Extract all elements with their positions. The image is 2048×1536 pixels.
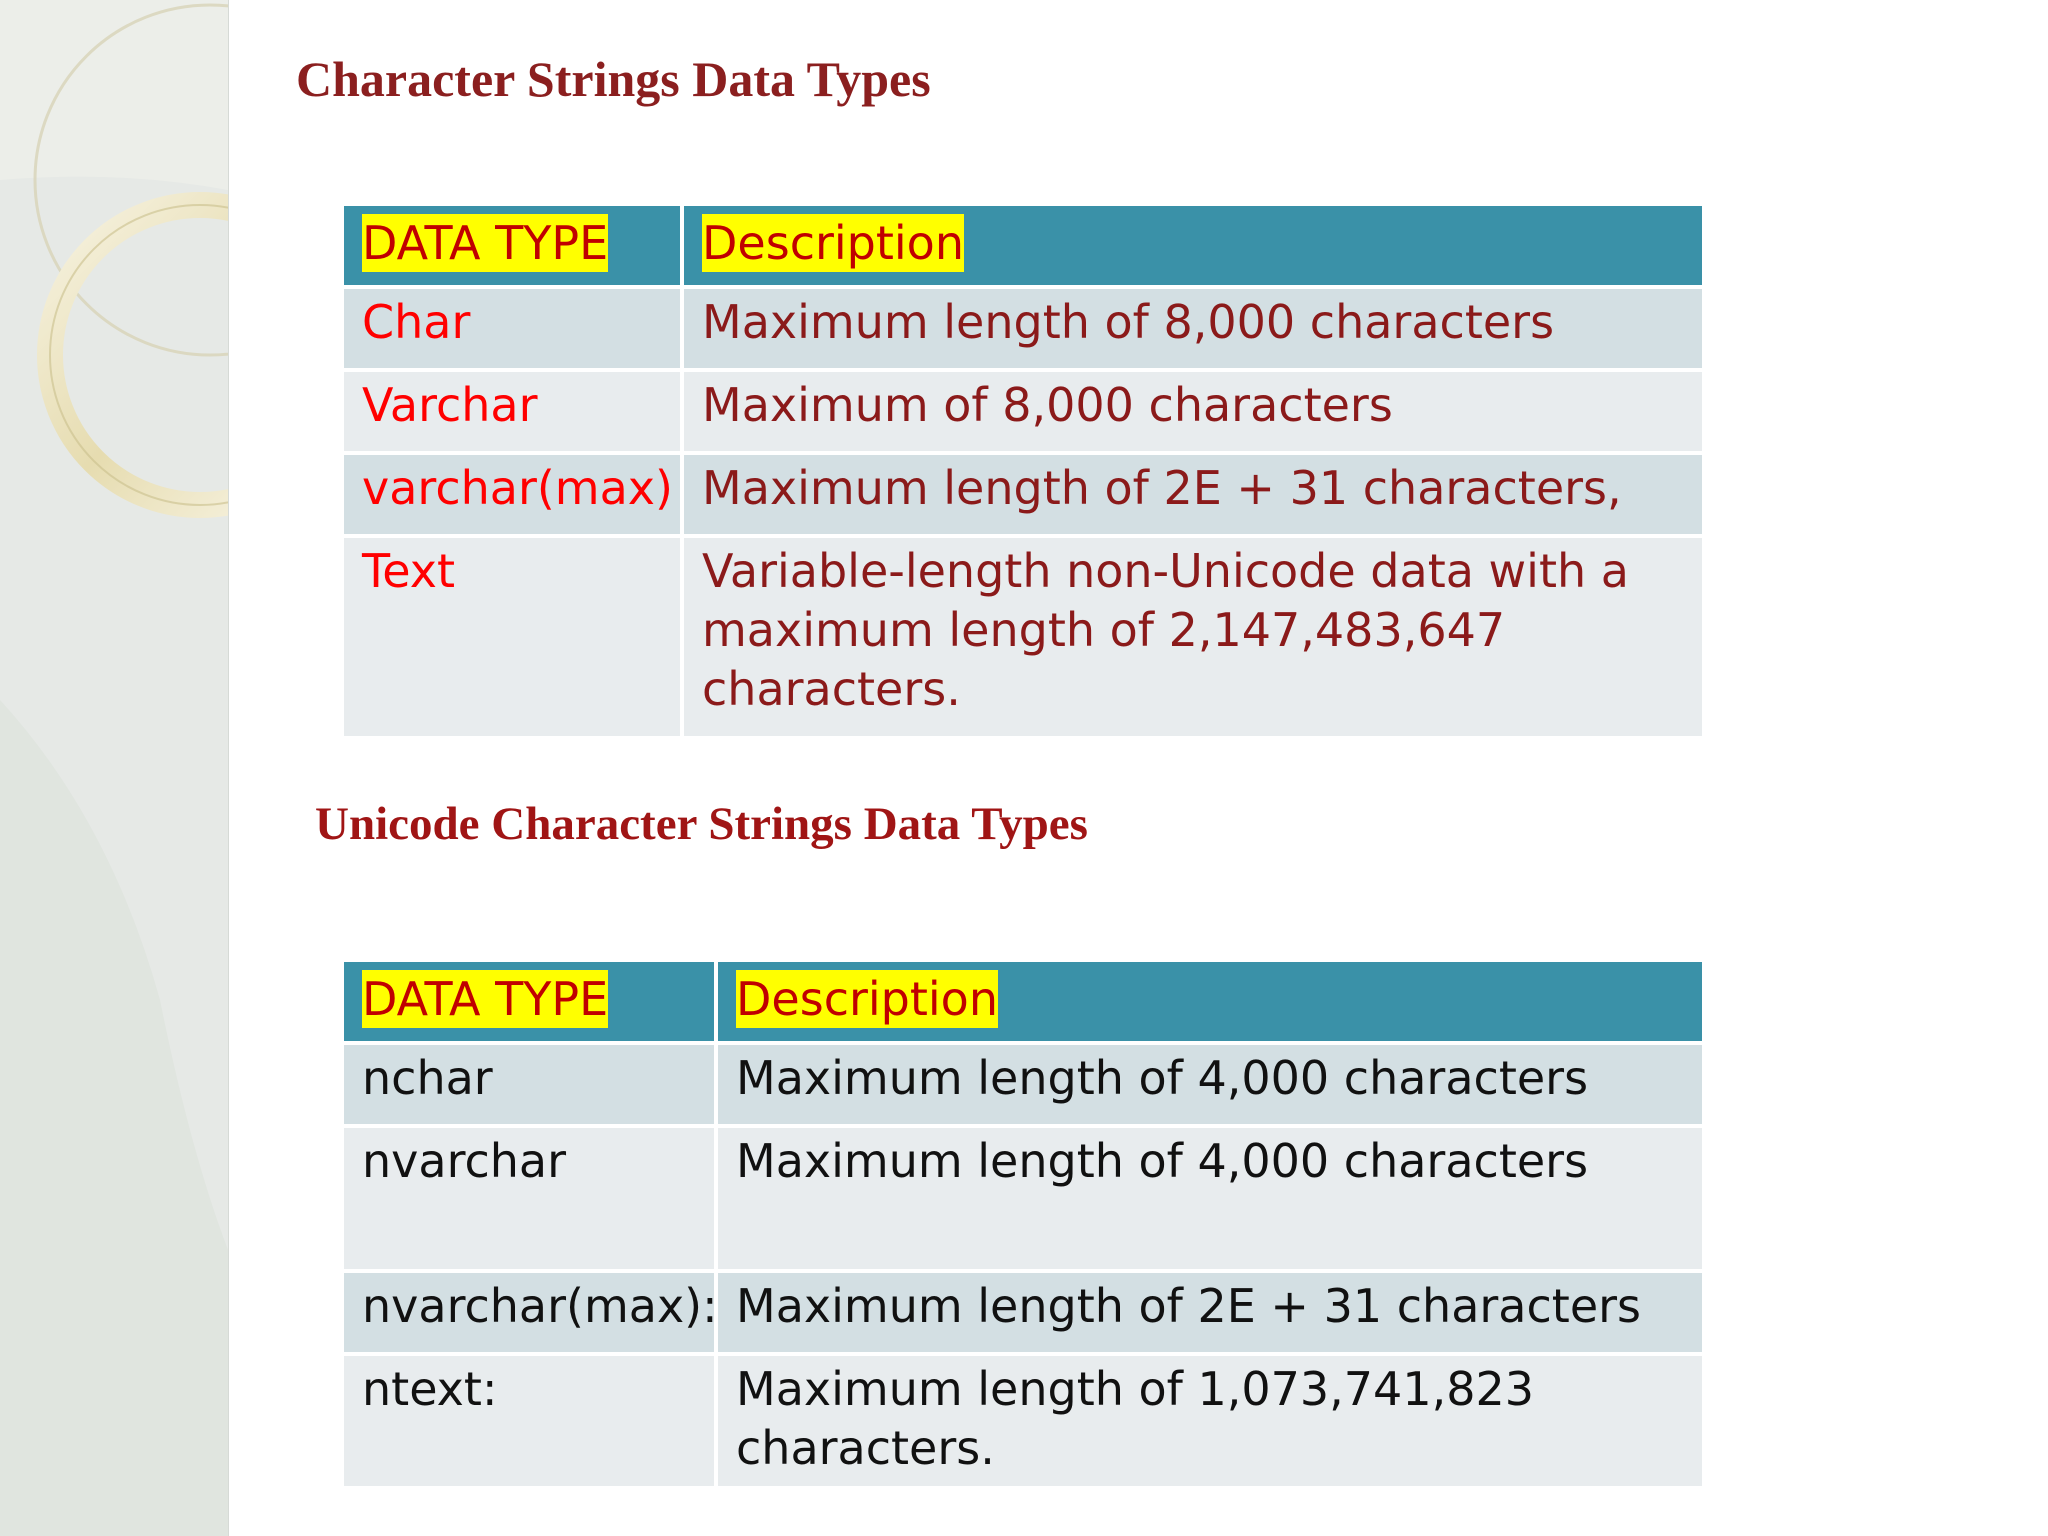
data-type-cell: ntext: (342, 1354, 716, 1488)
table-row (342, 536, 1704, 738)
decorative-sidebar (0, 0, 229, 1536)
description-cell: Maximum length of 2E + 31 characters, (682, 453, 1704, 536)
header-label: Description (736, 972, 998, 1026)
header-data-type (342, 960, 716, 1043)
header-data-type (342, 204, 682, 287)
table-header-row (342, 960, 1704, 1043)
data-type-cell: Varchar (342, 370, 682, 453)
decorative-rings-graphic (0, 0, 228, 1536)
table-row (342, 453, 1704, 536)
data-type-cell: varchar(max) (342, 453, 682, 536)
description-cell: Maximum of 8,000 characters (682, 370, 1704, 453)
table-row (342, 1126, 1704, 1271)
table-row (342, 1354, 1704, 1488)
header-label: DATA TYPE (362, 972, 609, 1026)
header-description (682, 204, 1704, 287)
table-row (342, 287, 1704, 370)
description-cell: Variable-length non-Unicode data with a maximum length of 2,147,483,647 characters. (682, 536, 1704, 738)
section-title: Unicode Character Strings Data Types (315, 798, 1088, 850)
table-row (342, 370, 1704, 453)
table-row (342, 1271, 1704, 1354)
data-type-cell: Text (342, 536, 682, 738)
header-description (716, 960, 1704, 1043)
data-type-cell: Char (342, 287, 682, 370)
header-label: Description (702, 216, 964, 270)
character-strings-table (340, 202, 1706, 740)
data-type-cell: nchar (342, 1043, 716, 1126)
description-cell: Maximum length of 1,073,741,823 characters. (716, 1354, 1704, 1488)
slide-title: Character Strings Data Types (296, 51, 931, 107)
unicode-strings-table (340, 958, 1706, 1490)
description-cell: Maximum length of 4,000 characters (716, 1126, 1704, 1271)
data-type-cell: nvarchar (342, 1126, 716, 1271)
data-type-cell: nvarchar(max): (342, 1271, 716, 1354)
description-cell: Maximum length of 4,000 characters (716, 1043, 1704, 1126)
table-header-row (342, 204, 1704, 287)
description-cell: Maximum length of 8,000 characters (682, 287, 1704, 370)
table-row (342, 1043, 1704, 1126)
description-cell: Maximum length of 2E + 31 characters (716, 1271, 1704, 1354)
header-label: DATA TYPE (362, 216, 609, 270)
